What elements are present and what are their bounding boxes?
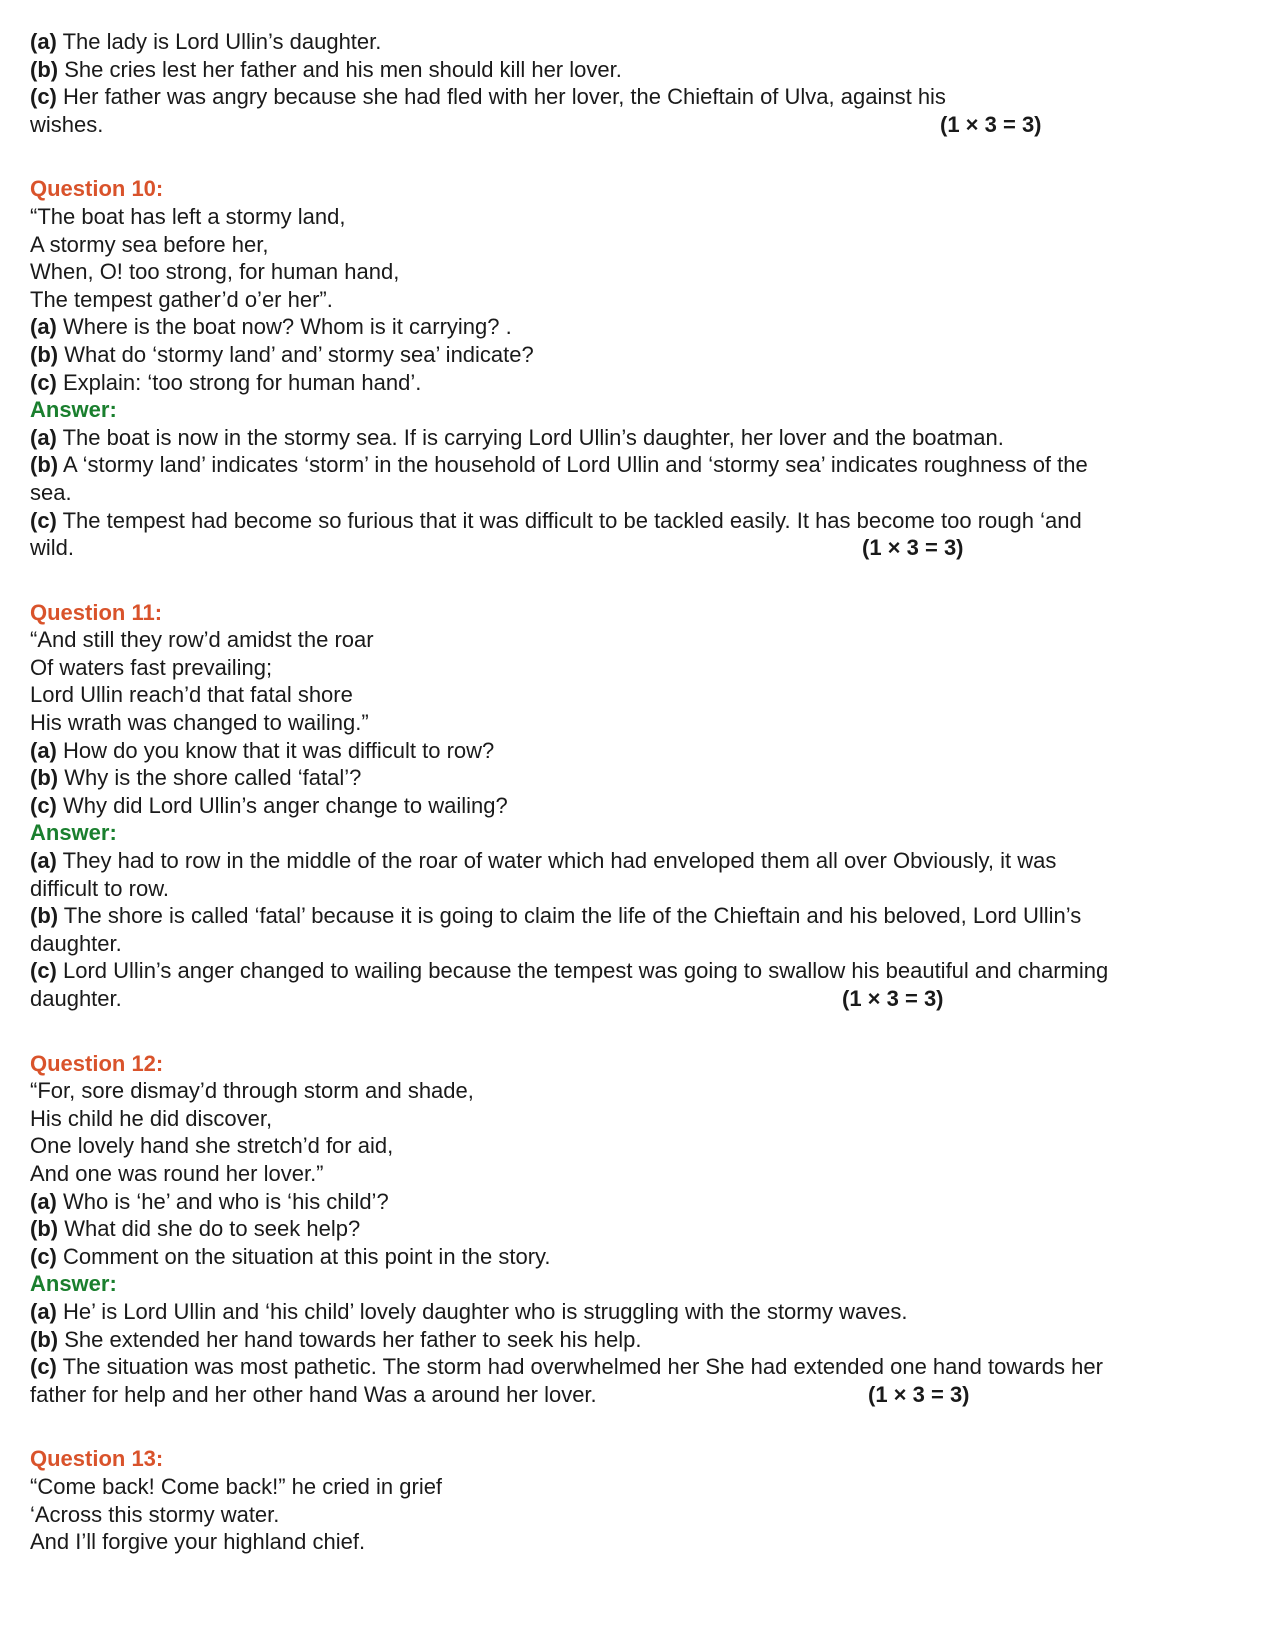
text-line bbox=[30, 875, 1255, 903]
text-line bbox=[30, 83, 1255, 111]
item-text: The situation was most pathetic. The storm had overwhelmed her She had extended one hand towards her bbox=[56, 1354, 1103, 1380]
item-label: (b) bbox=[30, 452, 59, 478]
item-label: (a) bbox=[30, 29, 57, 54]
item-text: Her father was angry because she had fled with her lover, the Chieftain of Ulva, against his bbox=[56, 84, 946, 110]
item-text: Comment on the situation at this point in the story. bbox=[56, 1243, 551, 1269]
answer-continuation bbox=[30, 28, 1255, 138]
item-text: wild. bbox=[30, 535, 75, 561]
item-label: (b) bbox=[30, 56, 59, 82]
item-label: (b) bbox=[30, 341, 59, 367]
item-text: Where is the boat now? Whom is it carrying? . bbox=[56, 314, 512, 340]
poem-line: The tempest gather’d o’er her”. bbox=[30, 286, 333, 312]
item-label: (c) bbox=[30, 507, 57, 533]
text-line bbox=[30, 1326, 1255, 1354]
poem-line: And one was round her lover.” bbox=[30, 1160, 324, 1186]
poem-line: His child he did discover, bbox=[30, 1105, 273, 1131]
text-line bbox=[30, 534, 1255, 562]
item-text: A ‘stormy land’ indicates ‘storm’ in the household of Lord Ullin and ‘stormy sea’ indicates roughness of the bbox=[58, 452, 1088, 478]
text-line bbox=[30, 313, 1255, 341]
item-text: She cries lest her father and his men should kill her lover. bbox=[58, 56, 622, 82]
question-heading: Question 10: bbox=[30, 176, 164, 202]
item-text: They had to row in the middle of the roar of water which had enveloped them all over Obviously, it was bbox=[56, 848, 1057, 874]
text-line bbox=[30, 1188, 1255, 1216]
question-heading: Question 11: bbox=[30, 599, 163, 625]
item-label: (c) bbox=[30, 1354, 57, 1380]
item-label: (c) bbox=[30, 792, 57, 818]
poem-line: “The boat has left a stormy land, bbox=[30, 203, 346, 229]
section-spacer bbox=[30, 138, 1255, 175]
item-text: The shore is called ‘fatal’ because it is going to claim the life of the Chieftain and his beloved, Lord Ullin’s bbox=[58, 903, 1082, 929]
text-line bbox=[30, 847, 1255, 875]
item-text: The lady is Lord Ullin’s daughter. bbox=[56, 29, 382, 54]
item-text: Lord Ullin’s anger changed to wailing because the tempest was going to swallow his beautiful and charming bbox=[56, 958, 1109, 984]
text-line bbox=[30, 957, 1255, 985]
item-text: sea. bbox=[30, 479, 72, 505]
item-label: (c) bbox=[30, 1243, 57, 1269]
text-line bbox=[30, 930, 1255, 958]
item-text: daughter. bbox=[30, 986, 122, 1011]
item-text: The boat is now in the stormy sea. If is carrying Lord Ullin’s daughter, her lover and the boatman. bbox=[56, 424, 1004, 450]
item-text: Why did Lord Ullin’s anger change to wailing? bbox=[56, 792, 508, 818]
item-label: (a) bbox=[30, 314, 57, 340]
item-label: (a) bbox=[30, 1188, 57, 1214]
text-line bbox=[30, 1215, 1255, 1243]
marks-annotation: (1 × 3 = 3) bbox=[940, 111, 1042, 137]
item-text: wishes. bbox=[30, 111, 104, 137]
poem-line: A stormy sea before her, bbox=[30, 231, 269, 257]
section-spacer bbox=[30, 1013, 1255, 1050]
marks-annotation: (1 × 3 = 3) bbox=[868, 1381, 970, 1407]
item-text: She extended her hand towards her father to seek his help. bbox=[58, 1326, 642, 1352]
item-label: (b) bbox=[30, 903, 59, 929]
text-line bbox=[30, 111, 1255, 139]
text-line bbox=[30, 369, 1255, 397]
item-label: (a) bbox=[30, 1298, 57, 1324]
text-line bbox=[30, 985, 1255, 1013]
item-text: What do ‘stormy land’ and’ stormy sea’ indicate? bbox=[58, 341, 534, 367]
item-text: Who is ‘he’ and who is ‘his child’? bbox=[56, 1188, 389, 1214]
text-line bbox=[30, 902, 1255, 930]
question-heading: Question 13: bbox=[30, 1446, 164, 1472]
item-text: The tempest had become so furious that it was difficult to be tackled easily. It has become too rough ‘and bbox=[56, 507, 1082, 533]
question-section bbox=[30, 175, 1255, 561]
section-spacer bbox=[30, 562, 1255, 599]
item-label: (b) bbox=[30, 1326, 59, 1352]
document-page bbox=[30, 28, 1255, 1556]
text-line bbox=[30, 341, 1255, 369]
question-section bbox=[30, 1050, 1255, 1409]
text-line bbox=[30, 792, 1255, 820]
poem-line: One lovely hand she stretch’d for aid, bbox=[30, 1133, 394, 1159]
item-label: (b) bbox=[30, 765, 59, 791]
item-text: He’ is Lord Ullin and ‘his child’ lovely daughter who is struggling with the stormy waves. bbox=[56, 1298, 908, 1324]
text-line bbox=[30, 1353, 1255, 1381]
text-line bbox=[30, 28, 1255, 56]
text-line bbox=[30, 56, 1255, 84]
marks-annotation: (1 × 3 = 3) bbox=[862, 535, 964, 561]
item-text: difficult to row. bbox=[30, 875, 169, 901]
item-text: Why is the shore called ‘fatal’? bbox=[58, 765, 362, 791]
question-section bbox=[30, 599, 1255, 1013]
text-line bbox=[30, 507, 1255, 535]
item-label: (a) bbox=[30, 737, 57, 763]
text-line bbox=[30, 1381, 1255, 1409]
item-text: father for help and her other hand Was a around her lover. bbox=[30, 1381, 597, 1407]
poem-line: And I’ll forgive your highland chief. bbox=[30, 1529, 366, 1555]
item-label: (c) bbox=[30, 369, 57, 395]
question-heading: Question 12: bbox=[30, 1050, 164, 1076]
poem-line: “And still they row’d amidst the roar bbox=[30, 627, 374, 653]
item-label: (c) bbox=[30, 958, 57, 984]
question-section bbox=[30, 1445, 1255, 1555]
text-line bbox=[30, 737, 1255, 765]
item-label: (b) bbox=[30, 1216, 59, 1242]
marks-annotation: (1 × 3 = 3) bbox=[842, 986, 944, 1011]
poem-line: When, O! too strong, for human hand, bbox=[30, 259, 400, 285]
poem-line: His wrath was changed to wailing.” bbox=[30, 710, 369, 736]
item-text: Explain: ‘too strong for human hand’. bbox=[56, 369, 422, 395]
poem-line: ‘Across this stormy water. bbox=[30, 1501, 280, 1527]
poem-line: “Come back! Come back!” he cried in grief bbox=[30, 1473, 443, 1499]
text-line bbox=[30, 424, 1255, 452]
item-text: daughter. bbox=[30, 930, 122, 956]
text-line bbox=[30, 451, 1255, 479]
text-line bbox=[30, 479, 1255, 507]
item-label: (a) bbox=[30, 848, 57, 874]
item-label: (a) bbox=[30, 424, 57, 450]
text-line bbox=[30, 1243, 1255, 1271]
answer-heading: Answer: bbox=[30, 1271, 117, 1297]
item-text: How do you know that it was difficult to row? bbox=[56, 737, 495, 763]
poem-line: “For, sore dismay’d through storm and shade, bbox=[30, 1078, 474, 1104]
text-line bbox=[30, 1298, 1255, 1326]
poem-line: Lord Ullin reach’d that fatal shore bbox=[30, 682, 353, 708]
poem-line: Of waters fast prevailing; bbox=[30, 654, 273, 680]
item-text: What did she do to seek help? bbox=[58, 1216, 361, 1242]
answer-heading: Answer: bbox=[30, 820, 117, 846]
item-label: (c) bbox=[30, 84, 57, 110]
section-spacer bbox=[30, 1408, 1255, 1445]
text-line bbox=[30, 764, 1255, 792]
answer-heading: Answer: bbox=[30, 397, 117, 423]
